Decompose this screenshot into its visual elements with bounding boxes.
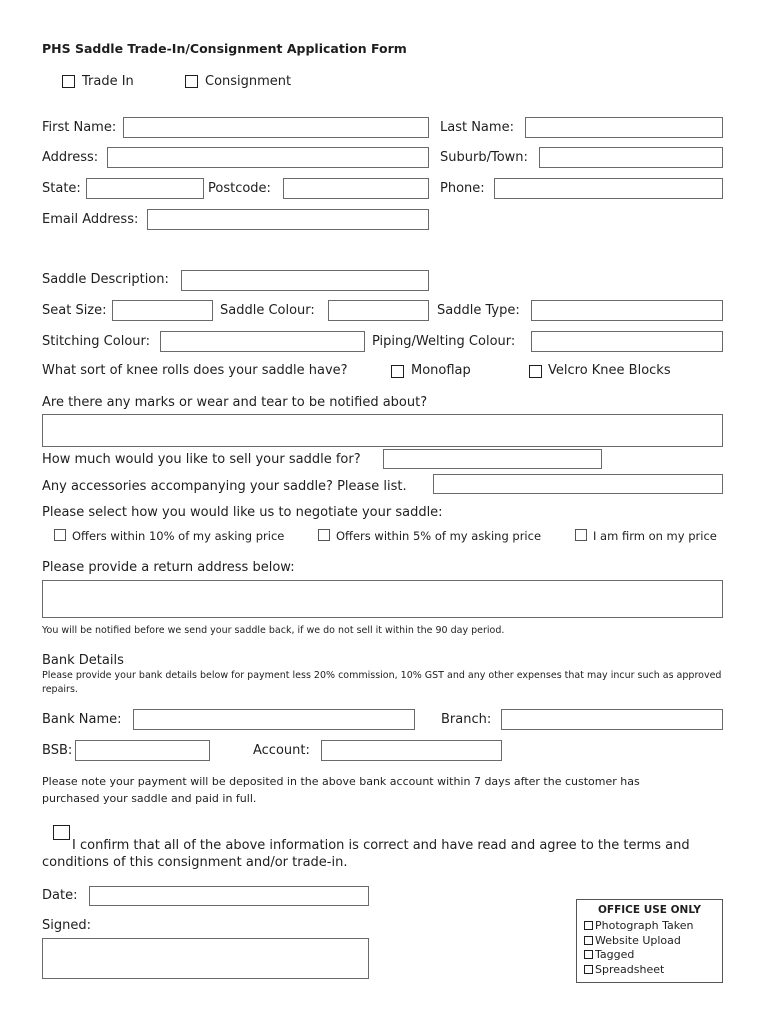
tagged-label: Tagged bbox=[595, 948, 635, 961]
offer-10-checkbox[interactable] bbox=[54, 529, 66, 541]
velcro-label: Velcro Knee Blocks bbox=[548, 363, 671, 378]
return-address-prompt: Please provide a return address below: bbox=[42, 560, 295, 575]
branch-field[interactable] bbox=[501, 709, 723, 730]
account-field[interactable] bbox=[321, 740, 502, 761]
last-name-label: Last Name: bbox=[440, 120, 514, 135]
bank-name-label: Bank Name: bbox=[42, 712, 122, 727]
accessories-question: Any accessories accompanying your saddle? Please list. bbox=[42, 479, 407, 494]
offer-10-label: Offers within 10% of my asking price bbox=[72, 529, 285, 543]
offer-5-checkbox[interactable] bbox=[318, 529, 330, 541]
suburb-label: Suburb/Town: bbox=[440, 150, 528, 165]
email-field[interactable] bbox=[147, 209, 429, 230]
last-name-field[interactable] bbox=[525, 117, 723, 138]
bank-heading: Bank Details bbox=[42, 653, 124, 668]
phone-label: Phone: bbox=[440, 181, 485, 196]
postcode-field[interactable] bbox=[283, 178, 429, 199]
seat-size-field[interactable] bbox=[112, 300, 213, 321]
seat-size-label: Seat Size: bbox=[42, 303, 107, 318]
deposit-note: Please note your payment will be deposited in the above bank account within 7 days after the customer has purchased your saddle and paid in full. bbox=[42, 775, 640, 805]
piping-colour-field[interactable] bbox=[531, 331, 723, 352]
office-item-photograph[interactable] bbox=[584, 919, 693, 932]
velcro-checkbox[interactable] bbox=[529, 365, 542, 378]
website-checkbox[interactable] bbox=[584, 936, 593, 945]
saddle-description-label: Saddle Description: bbox=[42, 272, 169, 287]
office-item-tagged[interactable] bbox=[584, 948, 634, 961]
state-field[interactable] bbox=[86, 178, 204, 199]
first-name-field[interactable] bbox=[123, 117, 429, 138]
consignment-label: Consignment bbox=[205, 74, 292, 89]
price-question: How much would you like to sell your saddle for? bbox=[42, 452, 361, 467]
saddle-description-field[interactable] bbox=[181, 270, 429, 291]
website-label: Website Upload bbox=[595, 934, 681, 947]
email-label: Email Address: bbox=[42, 212, 139, 227]
address-field[interactable] bbox=[107, 147, 429, 168]
signature-field[interactable] bbox=[42, 938, 369, 979]
suburb-field[interactable] bbox=[539, 147, 723, 168]
offer-5-label: Offers within 5% of my asking price bbox=[336, 529, 542, 543]
saddle-type-field[interactable] bbox=[531, 300, 723, 321]
negotiate-question: Please select how you would like us to negotiate your saddle: bbox=[42, 505, 443, 520]
stitching-colour-label: Stitching Colour: bbox=[42, 334, 151, 349]
monoflap-label: Monoflap bbox=[411, 363, 471, 378]
piping-colour-label: Piping/Welting Colour: bbox=[372, 334, 516, 349]
date-label: Date: bbox=[42, 888, 78, 903]
saddle-colour-field[interactable] bbox=[328, 300, 429, 321]
saddle-type-label: Saddle Type: bbox=[437, 303, 520, 318]
first-name-label: First Name: bbox=[42, 120, 117, 135]
date-field[interactable] bbox=[89, 886, 369, 906]
state-label: State: bbox=[42, 181, 81, 196]
price-field[interactable] bbox=[383, 449, 602, 469]
spreadsheet-checkbox[interactable] bbox=[584, 965, 593, 974]
saddle-colour-label: Saddle Colour: bbox=[220, 303, 315, 318]
trade-in-checkbox[interactable] bbox=[62, 75, 75, 88]
knee-rolls-question: What sort of knee rolls does your saddle have? bbox=[42, 363, 348, 378]
branch-label: Branch: bbox=[441, 712, 492, 727]
firm-price-checkbox[interactable] bbox=[575, 529, 587, 541]
form-title: PHS Saddle Trade-In/Consignment Application Form bbox=[42, 41, 407, 56]
stitching-colour-field[interactable] bbox=[160, 331, 365, 352]
bank-name-field[interactable] bbox=[133, 709, 415, 730]
photograph-checkbox[interactable] bbox=[584, 921, 593, 930]
monoflap-checkbox[interactable] bbox=[391, 365, 404, 378]
spreadsheet-label: Spreadsheet bbox=[595, 963, 665, 976]
office-item-website[interactable] bbox=[584, 934, 681, 947]
office-use-heading: OFFICE USE ONLY bbox=[597, 904, 701, 916]
return-address-field[interactable] bbox=[42, 580, 723, 618]
marks-field[interactable] bbox=[42, 414, 723, 447]
accessories-field[interactable] bbox=[433, 474, 723, 494]
consignment-checkbox[interactable] bbox=[185, 75, 198, 88]
marks-question: Are there any marks or wear and tear to be notified about? bbox=[42, 395, 428, 410]
trade-in-label: Trade In bbox=[82, 74, 134, 89]
tagged-checkbox[interactable] bbox=[584, 950, 593, 959]
phone-field[interactable] bbox=[494, 178, 723, 199]
photograph-label: Photograph Taken bbox=[595, 919, 694, 932]
account-label: Account: bbox=[253, 743, 310, 758]
return-note: You will be notified before we send your saddle back, if we do not sell it within the 90 day period. bbox=[42, 625, 505, 636]
bsb-label: BSB: bbox=[42, 743, 73, 758]
office-item-spreadsheet[interactable] bbox=[584, 963, 664, 976]
address-label: Address: bbox=[42, 150, 99, 165]
bsb-field[interactable] bbox=[75, 740, 210, 761]
confirm-text: I confirm that all of the above information is correct and have read and agree to the terms and conditions of this consignment and/or trade-in. bbox=[42, 838, 690, 870]
office-use-box bbox=[576, 899, 723, 983]
bank-note: Please provide your bank details below for payment less 20% commission, 10% GST and any other expenses that may incur such as approved repairs. bbox=[42, 670, 722, 695]
postcode-label: Postcode: bbox=[208, 181, 271, 196]
signed-label: Signed: bbox=[42, 918, 91, 933]
firm-price-label: I am firm on my price bbox=[593, 529, 717, 543]
